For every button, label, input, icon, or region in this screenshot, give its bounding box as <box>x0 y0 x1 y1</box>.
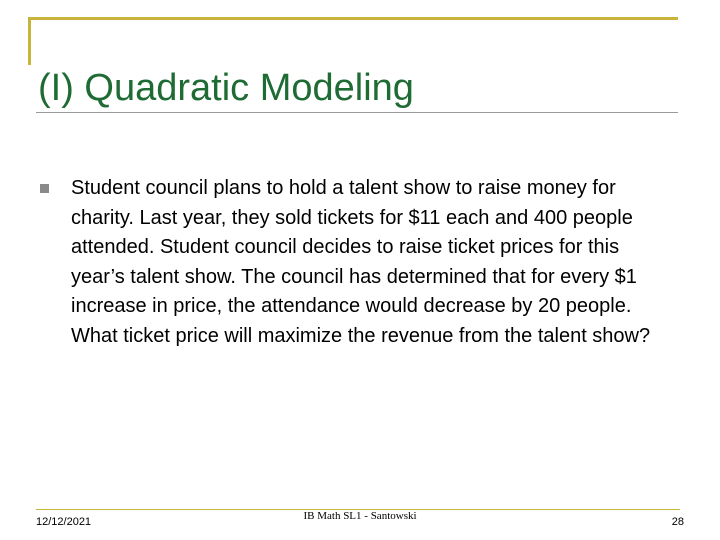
footer-page-number: 28 <box>671 516 684 528</box>
footer-date: 12/12/2021 <box>36 516 92 528</box>
square-bullet-icon <box>40 184 49 193</box>
decorative-frame-top <box>28 17 678 20</box>
decorative-frame-left <box>28 17 31 65</box>
slide-title: (I) Quadratic Modeling <box>38 67 414 109</box>
title-divider <box>36 112 678 113</box>
bullet-text: Student council plans to hold a talent show to raise money for charity. Last year, they sold tickets for $11 each and 400 people attended. Student council decides to raise ticket prices for this year’s talent show. The council has determined that for every $1 increase in price, the attendance would decrease by 20 people. What ticket price will maximize the revenue from the talent show? <box>71 177 651 347</box>
footer-course: IB Math SL1 - Santowski <box>303 510 417 522</box>
